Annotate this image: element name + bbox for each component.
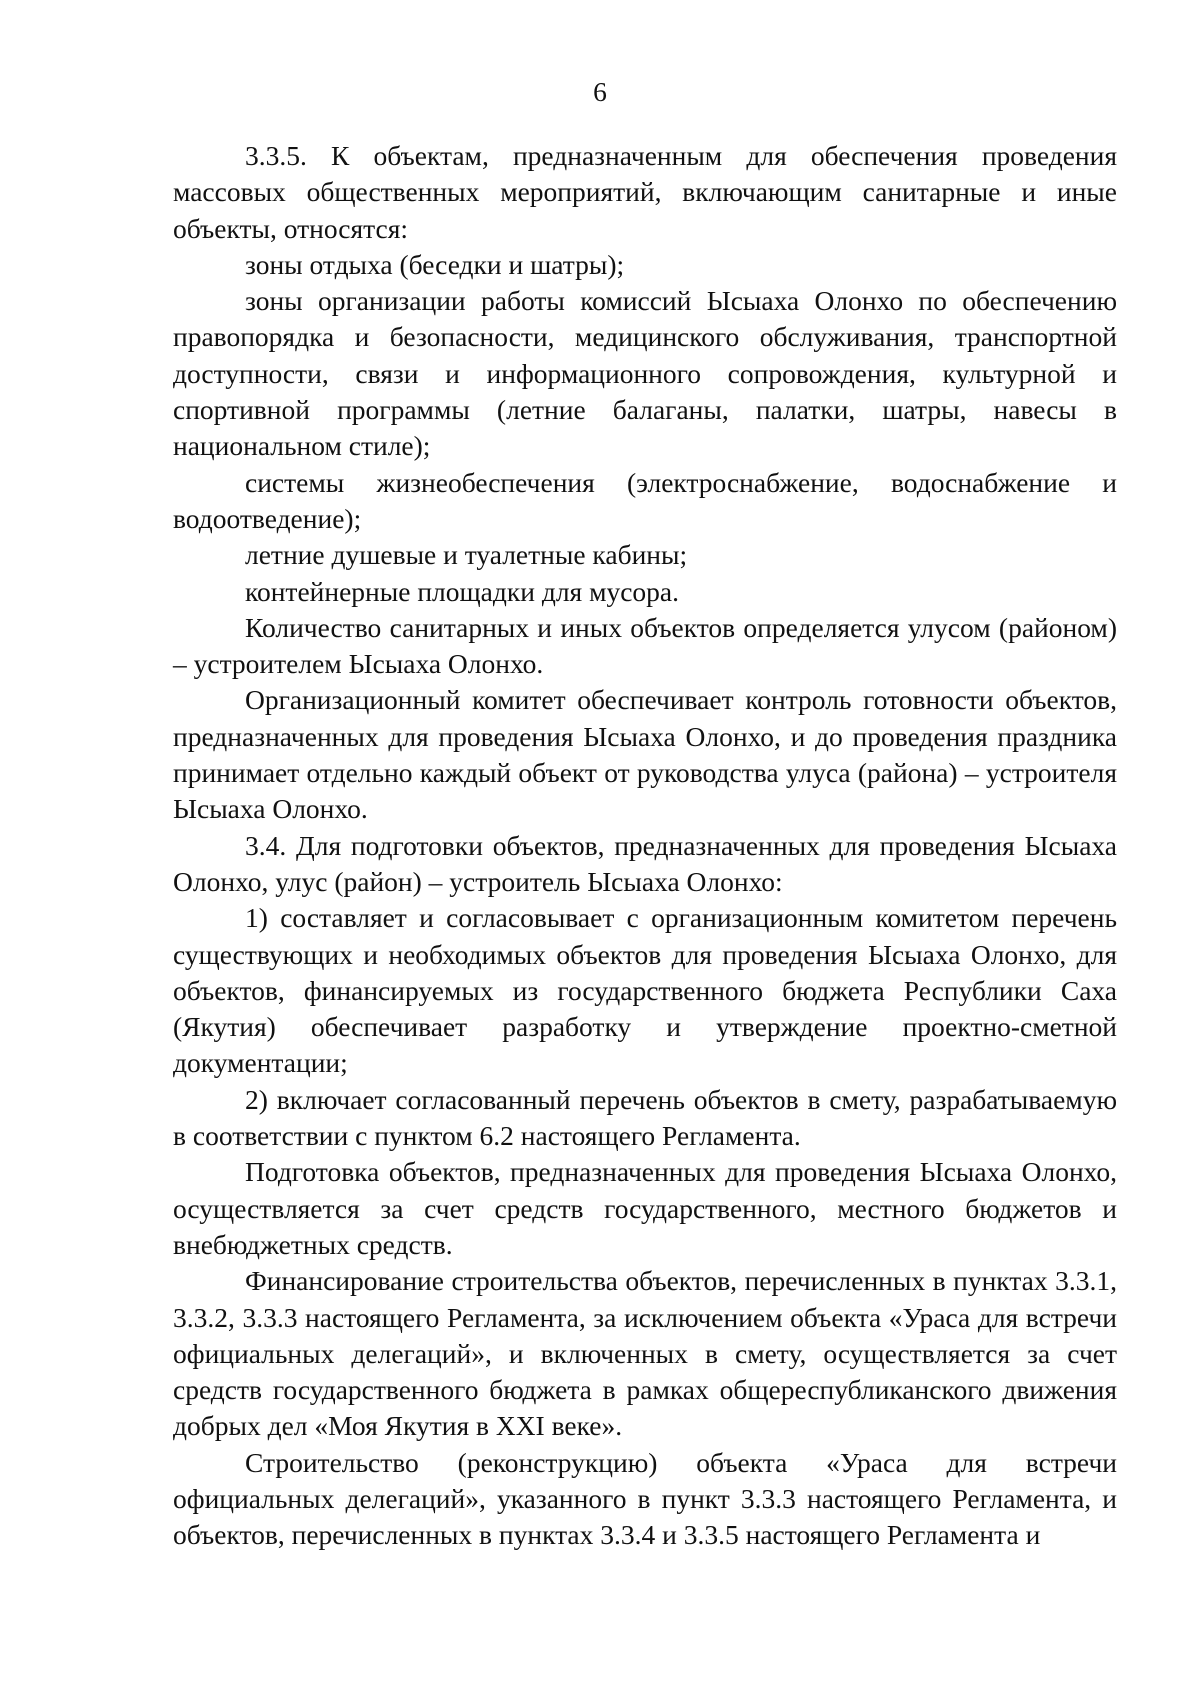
paragraph-object-count: Количество санитарных и иных объектов определяется улусом (районом) – устроителем Ысыаха Олонхо.: [173, 611, 1117, 680]
list-item-showers-toilets: летние душевые и туалетные кабины;: [245, 539, 688, 571]
paragraph-3-4: 3.4. Для подготовки объектов, предназначенных для проведения Ысыаха Олонхо, улус (район) – устроитель Ысыаха Олонхо:: [173, 829, 1117, 897]
document-body: [173, 138, 1117, 1554]
paragraph-construction-financing: Финансирование строительства объектов, перечисленных в пунктах 3.3.1, 3.3.2, 3.3.3 настоящего Регламента, за исключением объекта «Ураса для встречи официальных делегаций», и включенных в смету, осуществляется за счет средств государственного бюджета в рамках общереспубликанского движения добрых дел «Моя Якутия в XXI веке».: [173, 1265, 1117, 1442]
list-item-waste-containers: контейнерные площадки для мусора.: [245, 575, 680, 607]
list-item-3-4-2: 2) включает согласованный перечень объектов в смету, разрабатываемую в соответствии с пунктом 6.2 настоящего Регламента.: [173, 1083, 1117, 1152]
paragraph-3-3-5-intro: 3.3.5. К объектам, предназначенным для обеспечения проведения массовых общественных мероприятий, включающим санитарные и иные объекты, относятся:: [173, 140, 1117, 244]
list-item-commission-zones: зоны организации работы комиссий Ысыаха Олонхо по обеспечению правопорядка и безопасности, медицинского обслуживания, транспортной доступности, связи и информационного сопровождения, культурной и спортивной программы (летние балаганы, палатки, шатры, навесы в национальном стиле);: [173, 285, 1117, 462]
page-number: 6: [593, 76, 607, 107]
paragraph-urasa-construction: Строительство (реконструкцию) объекта «Ураса для встречи официальных делегаций», указанного в пункт 3.3.3 настоящего Регламента, и объектов, перечисленных в пунктах 3.3.4 и 3.3.5 настоящего Регламента и: [173, 1446, 1117, 1551]
paragraph-org-committee: Организационный комитет обеспечивает контроль готовности объектов, предназначенных для проведения Ысыаха Олонхо, и до проведения праздника принимает отдельно каждый объект от руководства улуса (района) – устроителя Ысыаха Олонхо.: [173, 684, 1117, 825]
list-item-life-support: системы жизнеобеспечения (электроснабжение, водоснабжение и водоотведение);: [173, 466, 1117, 534]
list-item-rest-zones: зоны отдыха (беседки и шатры);: [245, 248, 625, 280]
list-item-3-4-1: 1) составляет и согласовывает с организационным комитетом перечень существующих и необходимых объектов для проведения Ысыаха Олонхо, для объектов, финансируемых из государственного бюджета Республики Саха (Якутия) обеспечивает разработку и утверждение проектно-сметной документации;: [173, 902, 1117, 1079]
paragraph-preparation-funding: Подготовка объектов, предназначенных для проведения Ысыаха Олонхо, осуществляется за счет средств государственного, местного бюджетов и внебюджетных средств.: [173, 1156, 1117, 1260]
